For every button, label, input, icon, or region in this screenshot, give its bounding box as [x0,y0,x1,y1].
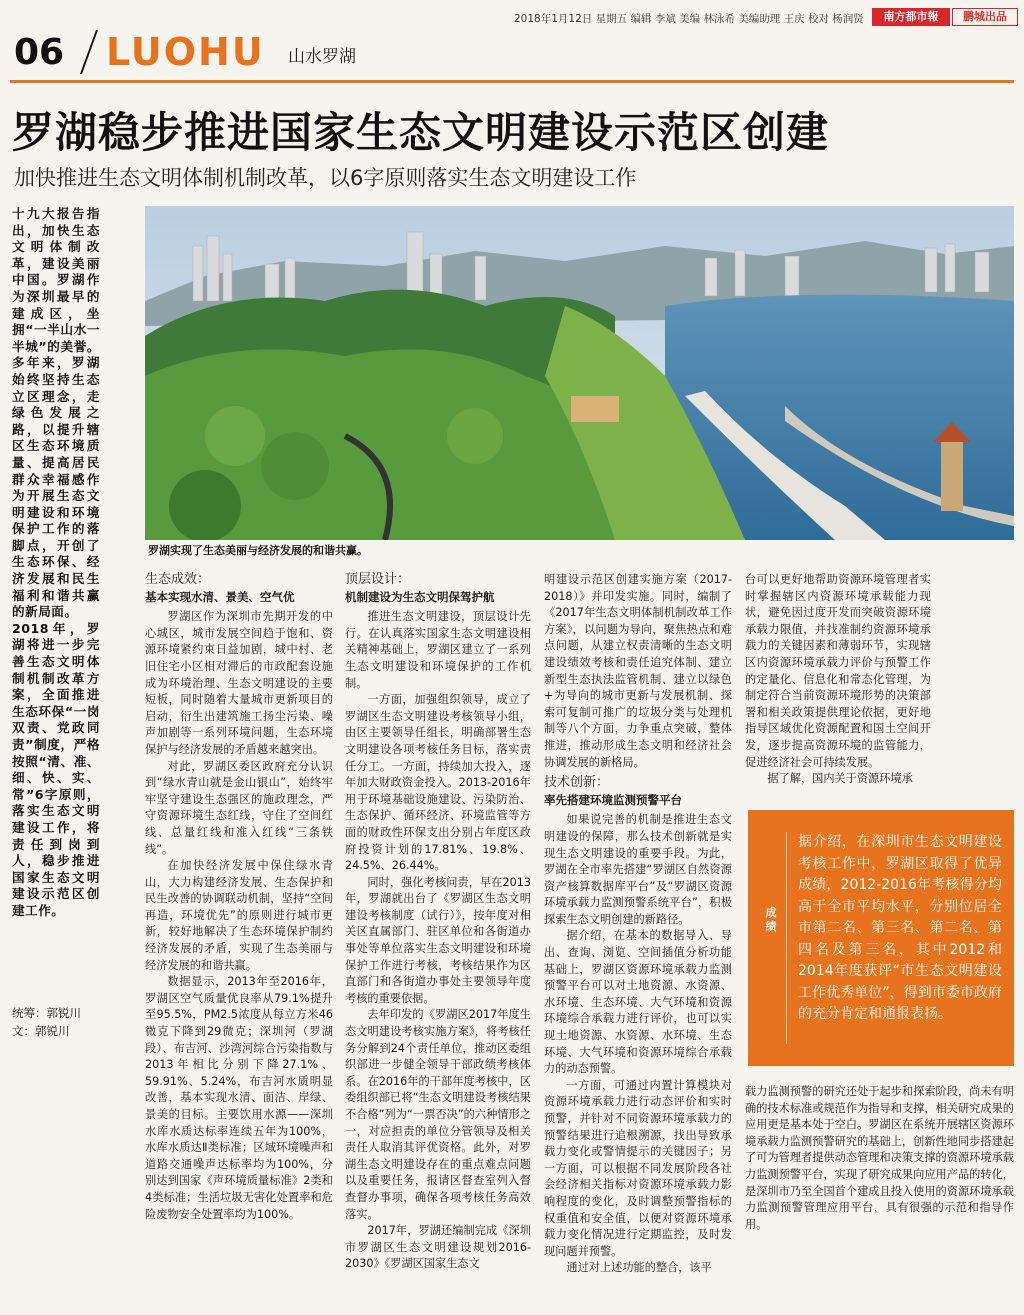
masthead-rule [10,80,1014,83]
callout-tag: 成绩 [765,906,777,933]
section-kicker: 顶层设计： [345,572,411,587]
lead-paragraph-2: 2018年，罗湖将进一步完善生态文明体制机制改革方案，全面推进生态环保“一岗双责、党政同责”制度，严格按照“清、准、细、快、实、常”6字原则，落实生态文明建设工作，将责任到岗到人，稳步推进国家生态文明建设示范区创建工作。 [12,620,100,918]
page-number: 06 [14,32,65,73]
article-column-4-top [745,572,931,788]
subsection-name: 山水罗湖 [288,47,356,67]
paragraph: 通过对上述功能的整合，该平 [566,1261,712,1275]
page-headline: 罗湖稳步推进国家生态文明建设示范区创建 [12,108,830,157]
photo-caption: 罗湖实现了生态美丽与经济发展的和谐共赢。 [148,544,368,557]
byline [12,1004,112,1040]
divider-slash [80,30,98,74]
callout-divider [786,832,787,1044]
section-kicker: 技术创新： [544,775,610,791]
article-column-2 [345,572,531,1273]
achievement-callout [748,810,1014,1066]
paragraph: 一方面，加强组织领导，成立了罗湖区生态文明建设考核领导小组，由区主要领导任组长，明确部署生态文明建设各项考核任务目标，落实责任分工。一方面，持续加大投入，逐年加大财政资金投入。2013-2016年用于环境基础设施建设、污染防治、生态保护、循环经济、环境监管等方面的财政性环保支出分别占年度区政府投资计划的17.81%、19.8%、24.5%、26.44%。 [345,693,531,873]
lead-column [12,206,100,920]
writer-credit: 文：郭锐川 [12,1024,70,1038]
paragraph: 明建设示范区创建实施方案（2017-2018）》并印发实施。同时，编制了《2017年生态文明体制机制改革工作方案》，以问题为导向，聚焦热点和难点问题，从建立权责清晰的生态文明建设绩效考核和责任追究体制、建立新型生态执法监管机制、建立以绿色+为导向的城市更新与发展机制、探索可复制可推广的垃圾分类与处理机制等八个方面，力争重点突破，整体推进，推动形成生态文明和经济社会协调发展的新格局。 [544,573,732,769]
paragraph: 据了解，国内关于资源环境承 [767,772,913,786]
page-topbar [0,6,1024,28]
article-column-1 [145,572,333,1223]
page-masthead [14,32,1014,74]
lead-paragraph-1: 十九大报告指出，加快生态文明体制改革，建设美丽中国。罗湖作为深圳最早的建成区，坐拥“一半山水一半城”的美誉。多年来，罗湖始终坚持生态立区理念，走绿色发展之路，以提升辖区生态环境质量、提高居民群众幸福感作为开展生态文明建设和环境保护工作的落脚点，开创了生态环保、经济发展和民生福利和谐共赢的新局面。 [12,206,100,620]
paragraph: 一方面，可通过内置计算模块对资源环境承载力进行动态评价和实时预警，并针对不同资源环境承载力的预警结果进行追根溯源，找出导致承载力变化或警情提示的关键因子；另一方面，可以根据不同发展阶段各社会经济相关指标对资源环境承载力影响程度的变化，及时调整预警指标的权重值和安全值，以便对资源环境承载力变化情况进行定期监控，及时发现问题并预警。 [544,1078,732,1258]
page-subheadline: 加快推进生态文明体制机制改革，以6字原则落实生态文明建设工作 [14,166,637,190]
section-kicker: 生态成效： [145,572,211,587]
paragraph: 数据显示，2013年至2016年，罗湖区空气质量优良率从79.1%提升至95.5%，PM2.5浓度从每立方米46微克下降到29微克；深圳河（罗湖段）、布吉河、沙湾河综合污染指数与2013年相比分别下降27.1%、59.91%、5.24%，布吉河水质明显改善，基本实现水清、面洁、岸绿、景美的目标。主要饮用水源——深圳水库水质达标率连续五年为100%，水库水质达Ⅱ类标准；区域环境噪声和道路交通噪声达标率均为100%，分别达到国家《声环境质量标准》2类和4类标准；生活垃圾无害化处置率和危险废物安全处置率均为100%。 [145,975,333,1221]
edition-logo: 鹏城出品 [952,8,1018,26]
paragraph: 去年印发的《罗湖区2017年度生态文明建设考核实施方案》，将考核任务分解到24个责任单位，推动区委组织部进一步健全领导干部政绩考核体系。在2016年的干部年度考核中，区委组织部已将“生态文明建设考核结果不合格”列为“一票否决”的六种情形之一，对应担责的单位分管领导及相关责任人取消其评优资格。此外，对罗湖生态文明建设存在的重点难点问题以及重要任务，报请区督查室列入督查督办事项，确保各项考核任务高效落实。 [345,1008,531,1221]
section-name: LUOHU [106,30,265,74]
paragraph: 如果说完善的机制是推进生态文明建设的保障，那么技术创新就是实现生态文明建设的重要手段。为此，罗湖在全市率先搭建“罗湖区自然资源资产核算数据库平台”及“罗湖区资源环境承载力监测预警系统平台”，积极探索生态文明创建的新路径。 [544,813,732,926]
section-title: 基本实现水清、景美、空气优 [145,589,295,604]
paragraph: 对此，罗湖区委区政府充分认识到“绿水青山就是金山银山”，始终牢牢坚守建设生态强区的施政理念，严守资源环境生态红线，守住了空间红线、总量红线和准入红线“三条铁线”。 [145,759,333,856]
article-column-3 [544,572,732,1277]
newspaper-logo: 南方都市報 [872,8,950,26]
edition-info: 2018年1月12日 星期五 编辑 李斌 美编 林泳希 美编助理 王庆 校对 杨润贤 [514,13,864,25]
paragraph: 2017年，罗湖还编制完成《深圳市罗湖区生态文明建设规划2016-2030》《罗湖区国家生态文 [345,1224,531,1271]
section-title: 率先搭建环境监测预警平台 [544,792,682,807]
callout-text: 据介绍，在深圳市生态文明建设考核工作中，罗湖区取得了优异成绩，2012-2016年考核得分均高于全市平均水平，分别位居全市第二名、第三名、第二名、第四名及第三名，其中2012和2014年度获评“市生态文明建设工作优秀单位”，得到市委市政府的充分肯定和通报表扬。 [798,834,1002,1022]
paragraph: 在加快经济发展中保住绿水青山，大力构建经济发展、生态保护和民生改善的协调联动机制，坚持“空间再造，环境优先”的原则进行城市更新，较好地解决了生态环境保护制约经济发展的矛盾，实现了生态美丽与经济发展的和谐共赢。 [145,859,333,972]
paragraph: 据介绍，在基本的数据导入、导出、查询、浏览、空间插值分析功能基础上，罗湖区资源环境承载力监测预警平台可以对土地资源、水资源、水环境、生态环境、大气环境和资源环境综合承载力进行评价，也可以实现土地资源、水资源、水环境、生态环境、大气环境和资源环境综合承载力的动态预警。 [544,929,732,1076]
paragraph: 罗湖区作为深圳市先期开发的中心城区，城市发展空间趋于饱和、资源环境紧约束日益加剧，城中村、老旧住宅小区相对滞后的市政配套设施成为环境治理、生态文明建设的主要短板，同时随着大量城市更新项目的启动，衍生出建筑施工扬尘污染、噪声加剧等一系列环境问题，生态环境保护与经济发展的矛盾越来越突出。 [145,610,333,756]
coordinator-credit: 统筹：郭锐川 [12,1006,81,1020]
section-title: 机制建设为生态文明保驾护航 [345,589,495,604]
paragraph: 台可以更好地帮助资源环境管理者实时掌握辖区内资源环境承载能力现状，避免因过度开发而突破资源环境承载力限值，并找准制约资源环境承载力的关键因素和薄弱环节，实现辖区内资源环境承载力评价与预警工作的定量化、信息化和常态化管理，为制定符合当前资源环境形势的决策部署和相关政策提供理论依据，更好地指导区域优化资源配置和国土空间开发，逐步提高资源环境的监管能力，促进经济社会可持续发展。 [745,573,931,769]
article-column-4-bottom [745,1084,1014,1233]
paragraph: 同时，强化考核问责，早在2013年，罗湖就出台了《罗湖区生态文明建设考核制度（试行）》，按年度对相关区直属部门、驻区单位和各街道办事处等单位落实生态文明建设和环境保护工作进行考核，考核结果作为区直部门和各街道办事处主要领导年度考核的重要依据。 [345,875,531,1005]
lake-landscape-photo [145,206,1014,540]
paragraph: 载力监测预警的研究还处于起步和探索阶段，尚未有明确的技术标准或规范作为指导和支撑，相关研究成果的应用更是基本处于空白。罗湖区在系统开展辖区资源环境承载力监测预警研究的基础上，创新性地同步搭建起了可为管理者提供动态管理和决策支撑的资源环境承载力监测预警平台，实现了研究成果向应用产品的转化，是深圳市乃至全国首个建成且投入使用的资源环境承载力监测预警管理应用平台，具有很强的示范和指导作用。 [745,1085,1014,1231]
paragraph: 推进生态文明建设，顶层设计先行。在认真落实国家生态文明建设相关精神基础上，罗湖区建立了一系列生态文明建设和环境保护的工作机制。 [345,610,531,690]
